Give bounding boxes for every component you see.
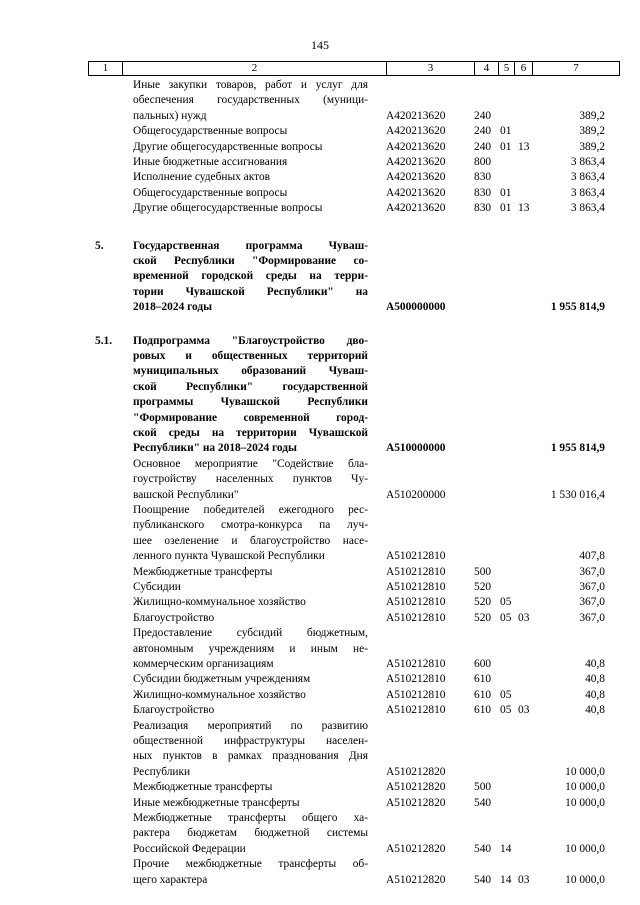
table-row xyxy=(0,719,640,781)
table-row xyxy=(0,503,640,565)
row-code: A420213620 xyxy=(386,140,446,153)
row-code: A510212820 xyxy=(386,842,446,855)
row-code: A510212810 xyxy=(386,673,446,686)
row-name-line: автономным учреждениям и иным не- xyxy=(133,642,368,655)
row-name-line: Государственная программа Чуваш- xyxy=(133,239,368,252)
header-col-3: 3 xyxy=(387,62,475,75)
row-name-line: коммерческим организациям xyxy=(133,657,274,670)
row-name-line: Республики xyxy=(133,765,191,778)
row-name xyxy=(133,186,368,201)
row-name-line: Другие общегосударственные вопросы xyxy=(133,140,323,153)
row-name-line: шее озеленение и благоустройство насе- xyxy=(133,534,368,547)
row-col4: 520 xyxy=(474,611,492,624)
row-code: A510200000 xyxy=(386,488,446,501)
row-code: A510212810 xyxy=(386,611,446,624)
row-col4: 500 xyxy=(474,781,492,794)
row-col4: 240 xyxy=(474,109,492,122)
row-col4: 240 xyxy=(474,125,492,138)
table-row xyxy=(0,334,640,457)
header-col-2: 2 xyxy=(123,62,387,75)
row-name-line: Подпрограмма "Благоустройство дво- xyxy=(133,334,368,347)
row-code: A510212810 xyxy=(386,688,446,701)
row-col6: 13 xyxy=(518,140,530,153)
row-name-line: Межбюджетные трансферты xyxy=(133,781,273,794)
row-amount: 10 000,0 xyxy=(565,796,605,809)
row-name-line: муниципальных образований Чуваш- xyxy=(133,365,368,378)
row-name-line: 2018–2024 годы xyxy=(133,301,213,314)
row-name xyxy=(133,595,368,610)
row-code: A420213620 xyxy=(386,171,446,184)
row-amount: 3 863,4 xyxy=(570,186,605,199)
row-name-line: Прочие межбюджетные трансферты об- xyxy=(133,858,368,871)
row-name xyxy=(133,503,368,565)
row-name-line: Благоустройство xyxy=(133,704,215,717)
row-name xyxy=(133,626,368,672)
row-name-line: тории Чувашской Республики" на xyxy=(133,285,368,298)
row-name-line: Иные закупки товаров, работ и услуг для xyxy=(133,79,368,91)
row-code: A510212810 xyxy=(386,657,446,670)
row-amount: 389,2 xyxy=(579,109,605,122)
row-name-line: Межбюджетные трансферты xyxy=(133,565,273,578)
row-code: A510212820 xyxy=(386,781,446,794)
row-code: A420213620 xyxy=(386,186,446,199)
row-name-line: Общегосударственные вопросы xyxy=(133,186,288,199)
table-row xyxy=(0,201,640,216)
row-col5: 05 xyxy=(500,611,512,624)
row-name xyxy=(133,201,368,216)
header-col-4: 4 xyxy=(475,62,499,75)
row-name-line: рактера бюджетам бюджетной системы xyxy=(133,827,368,840)
row-amount: 367,0 xyxy=(579,565,605,578)
row-number: 5.1. xyxy=(95,334,113,347)
table-row xyxy=(0,239,640,316)
row-name-line: ской Республики" государственной xyxy=(133,380,368,393)
row-amount: 40,8 xyxy=(585,657,605,670)
row-code: A510212810 xyxy=(386,596,446,609)
row-code: A510212810 xyxy=(386,565,446,578)
row-col5: 01 xyxy=(500,202,512,215)
row-code: A420213620 xyxy=(386,202,446,215)
row-amount: 40,8 xyxy=(585,704,605,717)
table-row xyxy=(0,857,640,888)
table-row xyxy=(0,595,640,610)
row-name-line: публиканского смотра-конкурса па луч- xyxy=(133,519,368,532)
row-name-line: гоустройству населенных пунктов Чу- xyxy=(133,473,368,486)
row-name xyxy=(133,124,368,139)
row-col4: 540 xyxy=(474,796,492,809)
row-col5: 14 xyxy=(500,842,512,855)
row-name-line: ленного пункта Чувашской Республики xyxy=(133,550,325,563)
row-amount: 1 530 016,4 xyxy=(550,488,605,501)
row-name xyxy=(133,688,368,703)
table-row xyxy=(0,565,640,580)
header-col-7: 7 xyxy=(573,62,579,74)
row-amount: 10 000,0 xyxy=(565,873,605,886)
row-code: A510212810 xyxy=(386,581,446,593)
row-col4: 610 xyxy=(474,688,492,701)
table-row xyxy=(0,688,640,703)
row-name-line: Иные бюджетные ассигнования xyxy=(133,156,288,168)
row-code: A510212820 xyxy=(386,796,446,809)
row-name xyxy=(133,565,368,580)
row-col4: 520 xyxy=(474,581,492,593)
row-name xyxy=(133,811,368,857)
row-code: A420213620 xyxy=(386,109,446,122)
row-code: A510212810 xyxy=(386,550,446,563)
row-col4: 830 xyxy=(474,186,492,199)
row-col5: 01 xyxy=(500,186,512,199)
table-row xyxy=(0,155,640,170)
row-col6: 03 xyxy=(518,611,530,624)
row-amount: 1 955 814,9 xyxy=(550,301,605,314)
row-col5: 05 xyxy=(500,688,512,701)
row-col4: 540 xyxy=(474,873,492,886)
table-row xyxy=(0,611,640,626)
row-amount: 3 863,4 xyxy=(570,156,605,168)
row-col4: 600 xyxy=(474,657,492,670)
row-name-line: Жилищно-коммунальное хозяйство xyxy=(133,688,306,701)
table-header xyxy=(88,61,620,76)
row-name-line: Исполнение судебных актов xyxy=(133,171,271,184)
row-name-line: ской среды на территории Чувашской xyxy=(133,426,368,439)
row-name xyxy=(133,78,368,124)
row-name-line: программы Чувашской Республики xyxy=(133,396,368,409)
table-row xyxy=(0,186,640,201)
row-name-line: Российской Федерации xyxy=(133,842,246,855)
row-col5: 01 xyxy=(500,125,512,138)
row-amount: 1 955 814,9 xyxy=(550,442,605,455)
table-row xyxy=(0,140,640,155)
row-name-line: ской Республики "Формирование со- xyxy=(133,254,368,267)
row-name-line: Поощрение победителей ежегодного рес- xyxy=(133,504,368,516)
row-code: A510212820 xyxy=(386,765,446,778)
row-col4: 240 xyxy=(474,140,492,153)
row-name xyxy=(133,780,368,795)
header-col-5: 5 xyxy=(499,62,515,75)
table-row xyxy=(0,796,640,811)
row-name-line: общественной инфраструктуры населен- xyxy=(133,734,368,747)
row-amount: 367,0 xyxy=(579,581,605,593)
row-code: A420213620 xyxy=(386,125,446,138)
row-name-line: пальных) нужд xyxy=(133,109,207,122)
page-number: 145 xyxy=(311,38,329,52)
row-amount: 40,8 xyxy=(585,673,605,686)
row-col4: 830 xyxy=(474,202,492,215)
row-name-line: Основное мероприятие "Содействие бла- xyxy=(133,457,368,470)
row-col4: 830 xyxy=(474,171,492,184)
row-name-line: вашской Республики" xyxy=(133,488,239,501)
row-code: A510212820 xyxy=(386,873,446,886)
row-name-line: ных пунктов в рамках празднования Дня xyxy=(133,750,368,763)
row-col4: 800 xyxy=(474,156,492,168)
row-amount: 3 863,4 xyxy=(570,171,605,184)
row-col4: 610 xyxy=(474,673,492,686)
row-amount: 367,0 xyxy=(579,611,605,624)
row-name-line: "Формирование современной город- xyxy=(133,411,368,424)
row-col5: 01 xyxy=(500,140,512,153)
row-name-line: Межбюджетные трансферты общего ха- xyxy=(133,812,368,824)
table-row xyxy=(0,78,640,124)
row-name xyxy=(133,672,368,687)
row-name xyxy=(133,857,368,888)
row-name-line: Реализация мероприятий по развитию xyxy=(133,719,368,732)
header-col-6: 6 xyxy=(515,62,533,75)
row-code: A510000000 xyxy=(386,442,446,455)
row-col6: 03 xyxy=(518,873,530,886)
row-col4: 520 xyxy=(474,596,492,609)
row-col6: 03 xyxy=(518,704,530,717)
row-name-line: Предоставление субсидий бюджетным, xyxy=(133,627,368,640)
row-amount: 10 000,0 xyxy=(565,842,605,855)
row-name-line: обеспечения государственных (муници- xyxy=(133,94,368,107)
row-col5: 05 xyxy=(500,704,512,717)
table-row xyxy=(0,580,640,595)
row-name-line: Благоустройство xyxy=(133,611,215,624)
row-name-line: Субсидии бюджетным учреждениям xyxy=(133,673,311,686)
row-name-line: Республики" на 2018–2024 годы xyxy=(133,442,297,455)
row-name-line: Иные межбюджетные трансферты xyxy=(133,796,300,809)
row-code: A420213620 xyxy=(386,156,446,168)
table-row xyxy=(0,703,640,718)
row-name xyxy=(133,140,368,155)
row-code: A510212810 xyxy=(386,704,446,717)
row-number: 5. xyxy=(95,239,104,252)
row-name-line: щего характера xyxy=(133,873,208,886)
row-name-line: Субсидии xyxy=(133,581,181,593)
row-name-line: временной городской среды на терри- xyxy=(133,270,368,283)
table-row xyxy=(0,124,640,139)
row-amount: 40,8 xyxy=(585,688,605,701)
row-name xyxy=(133,796,368,811)
table-row xyxy=(0,457,640,503)
row-name-line: ровых и общественных территорий xyxy=(133,349,368,362)
row-name-line: Жилищно-коммунальное хозяйство xyxy=(133,596,306,609)
table-row xyxy=(0,170,640,185)
row-name xyxy=(133,580,368,595)
row-name xyxy=(133,611,368,626)
row-amount: 10 000,0 xyxy=(565,781,605,794)
row-amount: 389,2 xyxy=(579,125,605,138)
row-amount: 389,2 xyxy=(579,140,605,153)
table-row xyxy=(0,780,640,795)
table-row xyxy=(0,626,640,672)
row-name-line: Другие общегосударственные вопросы xyxy=(133,202,323,215)
row-name xyxy=(133,703,368,718)
row-name xyxy=(133,334,368,457)
row-amount: 367,0 xyxy=(579,596,605,609)
row-col4: 610 xyxy=(474,704,492,717)
row-col4: 540 xyxy=(474,842,492,855)
row-code: A500000000 xyxy=(386,301,446,314)
row-name xyxy=(133,719,368,781)
row-name xyxy=(133,239,368,316)
row-amount: 3 863,4 xyxy=(570,202,605,215)
header-col-1: 1 xyxy=(89,62,123,75)
table-row xyxy=(0,672,640,687)
row-col4: 500 xyxy=(474,565,492,578)
row-col5: 14 xyxy=(500,873,512,886)
row-col6: 13 xyxy=(518,202,530,215)
row-name xyxy=(133,155,368,170)
row-name-line: Общегосударственные вопросы xyxy=(133,125,288,138)
row-amount: 10 000,0 xyxy=(565,765,605,778)
row-amount: 407,8 xyxy=(579,550,605,563)
row-name xyxy=(133,170,368,185)
row-name xyxy=(133,457,368,503)
table-row xyxy=(0,811,640,857)
row-col5: 05 xyxy=(500,596,512,609)
